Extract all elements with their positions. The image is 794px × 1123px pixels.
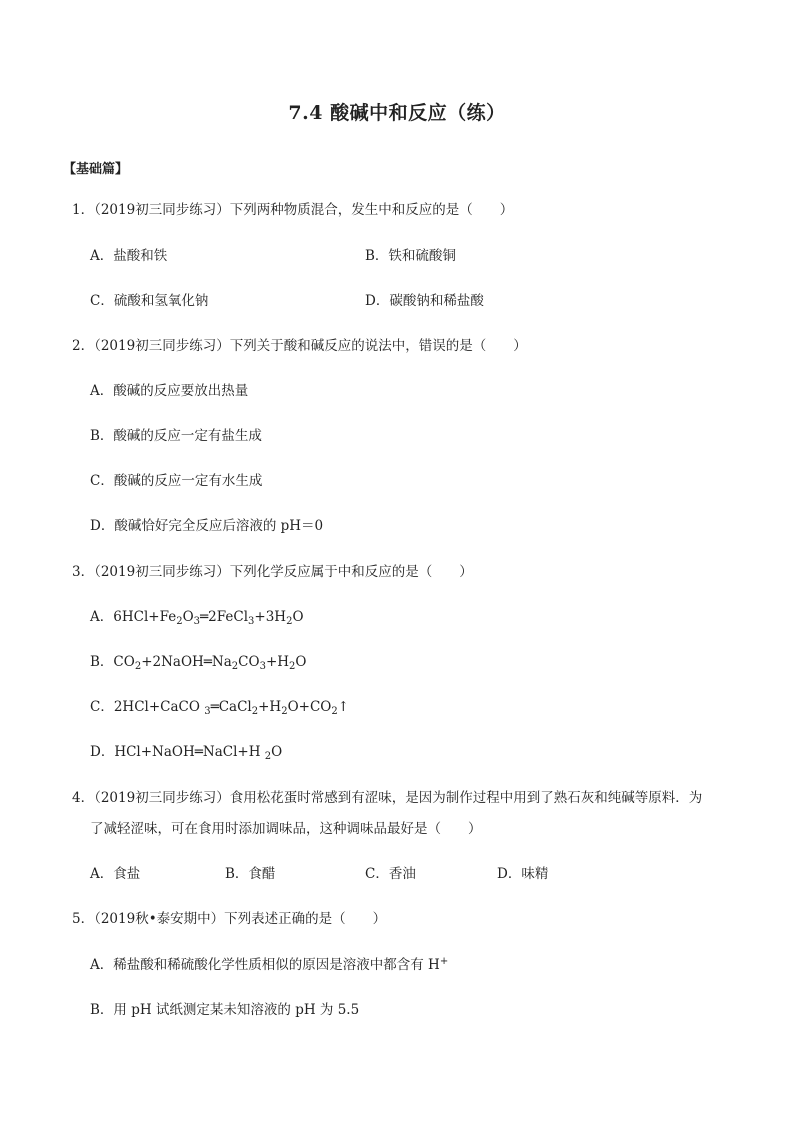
question-1-option-b: B．铁和硫酸铜 bbox=[365, 248, 456, 264]
section-heading: 【基础篇】 bbox=[63, 162, 129, 177]
question-1-stem: 1．（2019初三同步练习）下列两种物质混合，发生中和反应的是（ ） bbox=[72, 202, 514, 218]
question-1-option-d: D．碳酸钠和稀盐酸 bbox=[365, 293, 484, 309]
question-2-option-c: C．酸碱的反应一定有水生成 bbox=[90, 473, 263, 489]
question-2-option-a: A．酸碱的反应要放出热量 bbox=[90, 383, 249, 399]
question-1-option-a: A．盐酸和铁 bbox=[90, 248, 168, 264]
question-3-stem: 3．（2019初三同步练习）下列化学反应属于中和反应的是（ ） bbox=[72, 564, 473, 580]
question-2-stem: 2．（2019初三同步练习）下列关于酸和碱反应的说法中，错误的是（ ） bbox=[72, 338, 527, 354]
question-5-option-a: A．稀盐酸和稀硫酸化学性质相似的原因是溶液中都含有 H+ bbox=[90, 956, 449, 973]
question-2-option-d: D．酸碱恰好完全反应后溶液的 pH＝0 bbox=[90, 518, 324, 534]
question-5-stem: 5．（2019秋•泰安期中）下列表述正确的是（ ） bbox=[72, 911, 387, 927]
question-4-stem-line-2: 了减轻涩味，可在食用时添加调味品，这种调味品最好是（ ） bbox=[90, 821, 482, 837]
question-4-option-c: C．香油 bbox=[365, 866, 416, 882]
question-4-option-b: B．食醋 bbox=[225, 866, 276, 882]
question-2-option-b: B．酸碱的反应一定有盐生成 bbox=[90, 428, 262, 444]
page-title: 7.4 酸碱中和反应（练） bbox=[288, 102, 506, 124]
question-3-option-c: C．2HCl+CaCO $_3═CaCl_2+H_2O+CO_2↑$ bbox=[90, 699, 350, 717]
question-4-stem-line-1: 4．（2019初三同步练习）食用松花蛋时常感到有涩味，是因为制作过程中用到了熟石灰和纯碱等原料．为 bbox=[72, 790, 703, 806]
question-1-option-c: C．硫酸和氢氧化钠 bbox=[90, 293, 209, 309]
question-3-option-d: D．HCl+NaOH═NaCl+H $_2$O bbox=[90, 744, 283, 762]
question-4-option-d: D．味精 bbox=[497, 866, 549, 882]
question-3-option-a: A．$6HCl+Fe_2O_3═2FeCl_3+3H_2O$ bbox=[90, 609, 304, 627]
question-5-option-b: B．用 pH 试纸测定某未知溶液的 pH 为 5.5 bbox=[90, 1002, 360, 1018]
question-3-option-b: B．$CO_2+2NaOH═Na_2CO_3+H_2O$ bbox=[90, 654, 307, 672]
question-4-option-a: A．食盐 bbox=[90, 866, 141, 882]
